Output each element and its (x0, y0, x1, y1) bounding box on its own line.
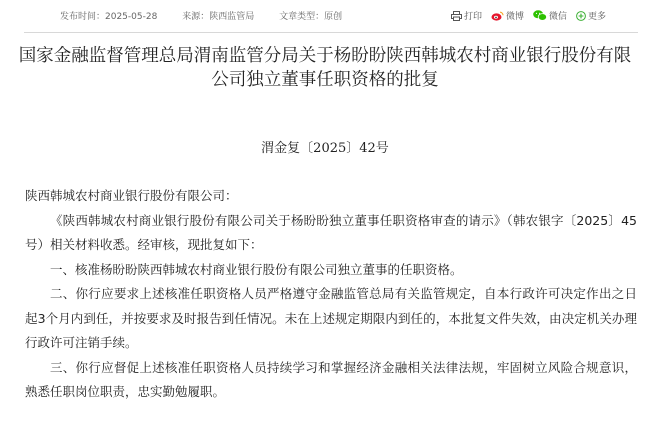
document-number: 渭金复〔2025〕42号 (261, 141, 389, 156)
article-meta (60, 9, 364, 22)
share-toolbar (442, 9, 606, 22)
print-button[interactable] (451, 9, 482, 22)
article-type: 文章类型：原创 (279, 12, 343, 22)
page-title: 国家金融监督管理总局渭南监管分局关于杨盼盼陕西韩城农村商业银行股份有限公司独立董事任职资格的批复 (18, 46, 632, 90)
wechat-icon (533, 10, 547, 21)
paragraph-request: 《陕西韩城农村商业银行股份有限公司关于杨盼盼独立董事任职资格审查的请示》（韩农银字〔2025〕45号）相关材料收悉。经审核，现批复如下： (25, 212, 637, 252)
article-meta-bar (0, 0, 650, 32)
source: 来源：陕西监管局 (182, 12, 255, 22)
paragraph-item-3: 三、你行应督促上述核准任职资格人员持续学习和掌握经济金融相关法律法规，牢固树立风险合规意识，熟悉任职岗位职责，忠实勤勉履职。 (25, 359, 637, 399)
weibo-icon (491, 11, 504, 21)
more-share-button[interactable] (576, 9, 606, 22)
plus-circle-icon (576, 11, 586, 21)
document-body (25, 184, 637, 405)
weibo-label: 微博 (505, 12, 524, 22)
print-label: 打印 (463, 12, 482, 22)
printer-icon (451, 11, 462, 21)
publish-time: 发布时间：2025-05-28 (60, 12, 158, 22)
paragraph-item-1: 一、核准杨盼盼陕西韩城农村商业银行股份有限公司独立董事的任职资格。 (50, 261, 463, 277)
addressee: 陕西韩城农村商业银行股份有限公司： (25, 188, 238, 203)
wechat-share-button[interactable] (533, 9, 567, 22)
more-label: 更多 (587, 12, 606, 22)
wechat-label: 微信 (548, 12, 567, 22)
weibo-share-button[interactable] (491, 9, 524, 22)
header-divider (24, 32, 638, 33)
paragraph-item-2: 二、你行应要求上述核准任职资格人员严格遵守金融监管总局有关监管规定，自本行政许可决定作出之日起3个月内到任，并按要求及时报告到任情况。未在上述规定期限内到任的，本批复文件失效，由决定机关办理行政许可注销手续。 (25, 286, 637, 350)
